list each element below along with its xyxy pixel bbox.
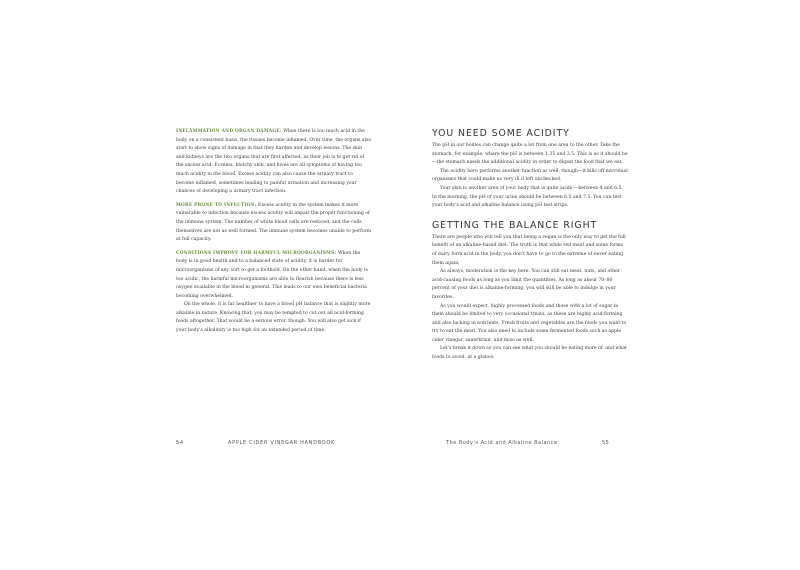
- left-text-column: [176, 128, 372, 336]
- body-paragraph: The pH in our bodies can change quite a lot from one area to the other. Take the stomach, for example, where the pH is between 1.35 and 3.5. This is as it should be—the stomach needs the additional acidity in order to digest the food that we eat.: [432, 143, 628, 166]
- section-text: Excess acidity in the system makes it more vulnerable to infection because excess acidity will impair the proper functioning of the immune system. The number of white blood cells are reduced, and the cells themselves are not as well formed. The immune system becomes unable to perform at full capacity.: [176, 202, 372, 243]
- body-paragraph: As always, moderation is the key here. You can still eat meat, nuts, and other acid-causing foods as long as you limit the quantities. As long as about 70–80 percent of your diet is alkaline-forming, you will still be able to indulge in your favorites.: [432, 269, 621, 300]
- section-text: When there is too much acid in the body on a consistent basis, the tissues become inflamed. Over time, the organs also start to show signs of damage in that they harden and develop lesions. The skin and kidneys are the two organs that are first affected, as their job is to get rid of the excess acid. Eczema, blotchy skin, and hives are all symptoms of having too much acidity in the blood. Excess acidity can also cause the urinary tract to become inflamed, sometimes leading to painful urination and increasing your chances of developing a urinary tract infection.: [176, 129, 372, 195]
- section-lead: MORE PRONE TO INFECTION:: [176, 202, 257, 208]
- section-inflammation: [176, 128, 372, 197]
- running-head: APPLE CIDER VINEGAR HANDBOOK: [228, 440, 336, 446]
- right-page: [400, 0, 800, 570]
- body-paragraph: There are people who will tell you that being a vegan is the only way to get the full benefit of an alkaline-based diet. The truth is that while red meat and some forms of dairy form acid in the body, you don't have to go to the extreme of never eating them again.: [432, 234, 626, 266]
- running-head: The Body's Acid and Alkaline Balance: [446, 440, 558, 446]
- closing-paragraph: On the whole, it is far healthier to have a blood pH balance that is slightly more alkaline in nature. Knowing that, you may be tempted to cut out all acid-forming foods altogether. That would be a serious error, though. You will also get sick if your body's alkalinity is too high for an extended period of time.: [176, 302, 371, 334]
- section-microorganisms: [176, 250, 372, 302]
- page-number: 55: [602, 440, 610, 446]
- section-text: When the body is in good health and to a balanced state of acidity, it is harder for microorganisms of any sort to get a foothold. On the other hand, when the body is too acidic, the harmful microorganisms are able to flourish because there is less oxygen available in the blood in general. This leads to our own beneficial bacteria becoming overwhelmed.: [176, 250, 368, 299]
- body-paragraph: The acidity here performs another function as well, though—it kills off microbial organisms that could make us very ill if left unchecked.: [432, 168, 628, 183]
- page-number: 54: [176, 440, 184, 446]
- section-infection: [176, 202, 372, 245]
- section-lead: CONDITIONS IMPROVE FOR HARMFUL MICROORGANISMS:: [176, 250, 337, 256]
- body-paragraph: Your skin is another area of your body that is quite acidic—between 4 and 6.5. In the morning, the pH of your urine should be between 6.5 and 7.5. You can test your body's acid and alkaline balance using pH test strips.: [432, 185, 623, 209]
- heading-getting-the-balance-right: GETTING THE BALANCE RIGHT: [432, 219, 598, 231]
- section-lead: INFLAMMATION AND ORGAN DAMAGE:: [176, 129, 282, 134]
- body-paragraph: As you would expect, highly processed foods and those with a lot of sugar in them should be limited to very occasional treats, as these are highly acid-forming and also lacking in nutrients. Fresh fruits and vegetables are the foods you want to try to eat the most. You also need to include some fermented foods such as apple cider vinegar, sauerkraut, and miso as well.: [432, 303, 627, 343]
- right-text-column: [432, 128, 628, 363]
- body-paragraph: Let's break it down so you can see what you should be eating more of, and what foods to avoid, at a glance.: [432, 346, 627, 361]
- heading-you-need-some-acidity: YOU NEED SOME ACIDITY: [432, 128, 570, 139]
